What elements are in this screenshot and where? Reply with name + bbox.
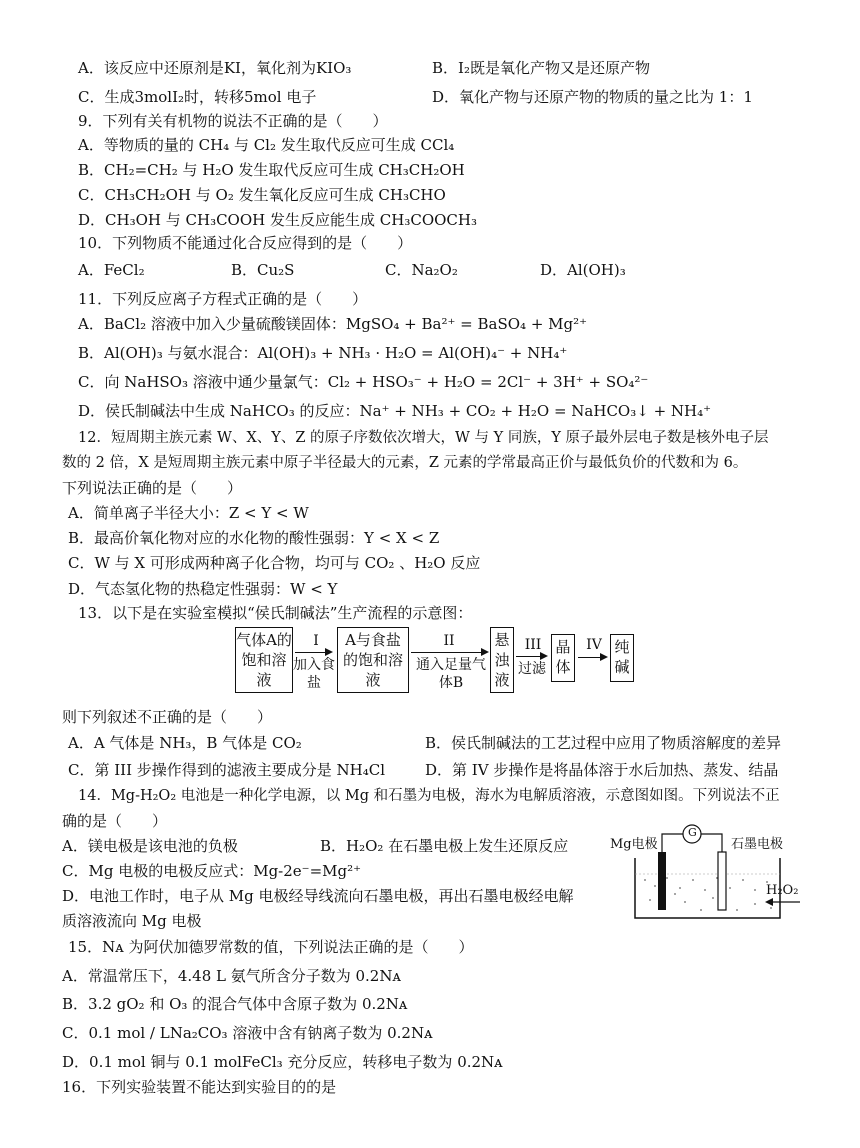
h2o2-inlet-label: H₂O₂ xyxy=(766,883,799,898)
graphite-electrode-label: 石墨电极 xyxy=(731,837,784,852)
q10-option-d: D．Al(OH)₃ xyxy=(540,261,626,279)
q9-option-c: C．CH₃CH₂OH 与 O₂ 发生氧化反应可生成 CH₃CHO xyxy=(78,186,446,204)
q12-stem-line2: 数的 2 倍，X 是短周期主族元素中原子半径最大的元素，Z 元素的学常最高正价与最低负价的代数和为 6。 xyxy=(62,455,748,471)
flow-box-gas-a-solution: 气体A的饱和溶液 xyxy=(235,627,293,693)
flow-step-3-label: 过滤 xyxy=(518,661,546,677)
flow-step-3: III xyxy=(524,637,542,653)
q14-option-b: B．H₂O₂ 在石墨电极上发生还原反应 xyxy=(320,837,569,855)
q9-stem: 9．下列有关有机物的说法不正确的是（ ） xyxy=(78,112,388,130)
flow-box-crystal: 晶体 xyxy=(551,634,575,682)
q15-option-d: D．0.1 mol 铜与 0.1 molFeCl₃ 充分反应，转移电子数为 0.2Nᴀ xyxy=(62,1053,503,1071)
flow-arrow-1 xyxy=(295,652,331,653)
q8-option-c: C．生成3molI₂时，转移5mol 电子 xyxy=(78,88,317,106)
q14-option-c: C．Mg 电极的电极反应式：Mg-2e⁻=Mg²⁺ xyxy=(62,862,362,880)
flow-box-suspension: 悬浊液 xyxy=(490,627,514,693)
flow-box-a-salt-solution: A与食盐的饱和溶液 xyxy=(337,627,409,693)
flow-arrow-3 xyxy=(516,656,546,657)
q14-stem-line2: 确的是（ ） xyxy=(62,812,168,830)
q14-stem-line1: 14．Mg-H₂O₂ 电池是一种化学电源，以 Mg 和石墨为电极，海水为电解质溶液，示意图如图。下列说法不正 xyxy=(78,788,780,804)
q12-option-a: A．简单离子半径大小：Z < Y < W xyxy=(68,504,309,522)
q9-option-a: A．等物质的量的 CH₄ 与 Cl₂ 发生取代反应可生成 CCl₄ xyxy=(78,136,455,154)
flow-step-1: I xyxy=(313,633,319,649)
q11-option-c: C．向 NaHSO₃ 溶液中通少量氯气：Cl₂ + HSO₃⁻ + H₂O = 2Cl⁻ + 3H⁺ + SO₄²⁻ xyxy=(78,373,649,391)
q12-stem-line3: 下列说法正确的是（ ） xyxy=(62,479,243,497)
q12-option-b: B．最高价氧化物对应的水化物的酸性强弱：Y < X < Z xyxy=(68,529,440,547)
q13-option-a: A．A 气体是 NH₃，B 气体是 CO₂ xyxy=(68,734,302,752)
q12-option-c: C．W 与 X 可形成两种离子化合物，均可与 CO₂ 、H₂O 反应 xyxy=(68,554,481,572)
flow-step-1-label: 加入食盐 xyxy=(293,657,335,691)
q14-option-d-line1: D．电池工作时，电子从 Mg 电极经导线流向石墨电极，再出石墨电极经电解 xyxy=(62,887,574,905)
q14-option-a: A．镁电极是该电池的负极 xyxy=(62,837,238,855)
q10-option-b: B．Cu₂S xyxy=(231,261,295,279)
q13-option-c: C．第 III 步操作得到的滤液主要成分是 NH₄Cl xyxy=(68,761,386,779)
q10-stem: 10．下列物质不能通过化合反应得到的是（ ） xyxy=(78,234,413,252)
galvanometer-label: G xyxy=(688,826,697,839)
q11-option-b: B．Al(OH)₃ 与氨水混合：Al(OH)₃ + NH₃ · H₂O = Al(OH)₄⁻ + NH₄⁺ xyxy=(78,344,568,362)
q11-stem: 11．下列反应离子方程式正确的是（ ） xyxy=(78,290,368,308)
q12-stem-line1: 12．短周期主族元素 W、X、Y、Z 的原子序数依次增大，W 与 Y 同族，Y 原子最外层电子数是核外电子层 xyxy=(78,430,769,446)
q13-option-d: D．第 IV 步操作是将晶体溶于水后加热、蒸发、结晶 xyxy=(425,761,779,779)
flow-arrow-2 xyxy=(411,652,487,653)
q16-stem: 16．下列实验装置不能达到实验目的的是 xyxy=(62,1078,337,1096)
flow-box-soda: 纯碱 xyxy=(610,634,634,682)
q8-option-d: D．氧化产物与还原产物的物质的量之比为 1：1 xyxy=(432,88,753,106)
q13-stem-2: 则下列叙述不正确的是（ ） xyxy=(62,708,273,726)
q15-option-b: B．3.2 gO₂ 和 O₃ 的混合气体中含原子数为 0.2Nᴀ xyxy=(62,995,408,1013)
mg-electrode-label: Mg电极 xyxy=(610,837,658,852)
q14-option-d-line2: 质溶液流向 Mg 电极 xyxy=(62,912,202,930)
q11-option-d: D．侯氏制碱法中生成 NaHCO₃ 的反应：Na⁺ + NH₃ + CO₂ + H₂O = NaHCO₃↓ + NH₄⁺ xyxy=(78,402,712,420)
flow-step-2-label: 通入足量气体B xyxy=(416,657,486,691)
q9-option-d: D．CH₃OH 与 CH₃COOH 发生反应能生成 CH₃COOCH₃ xyxy=(78,211,477,229)
q8-option-a: A．该反应中还原剂是KI，氧化剂为KIO₃ xyxy=(78,59,352,77)
q15-stem: 15．Nᴀ 为阿伏加德罗常数的值，下列说法正确的是（ ） xyxy=(68,938,474,956)
q10-option-a: A．FeCl₂ xyxy=(78,261,145,279)
q15-option-a: A．常温常压下，4.48 L 氨气所含分子数为 0.2Nᴀ xyxy=(62,967,401,985)
q12-option-d: D．气态氢化物的热稳定性强弱：W < Y xyxy=(68,580,338,598)
flow-step-2: II xyxy=(443,633,455,649)
flow-step-4: IV xyxy=(586,637,602,653)
q10-option-c: C．Na₂O₂ xyxy=(385,261,458,279)
q9-option-b: B．CH₂=CH₂ 与 H₂O 发生取代反应可生成 CH₃CH₂OH xyxy=(78,161,465,179)
q13-option-b: B．侯氏制碱法的工艺过程中应用了物质溶解度的差异 xyxy=(425,734,782,752)
q15-option-c: C．0.1 mol / LNa₂CO₃ 溶液中含有钠离子数为 0.2Nᴀ xyxy=(62,1024,433,1042)
q8-option-b: B．I₂既是氧化产物又是还原产物 xyxy=(432,59,650,77)
q11-option-a: A．BaCl₂ 溶液中加入少量硫酸镁固体：MgSO₄ + Ba²⁺ = BaSO₄ + Mg²⁺ xyxy=(78,315,588,333)
flow-arrow-4 xyxy=(578,657,606,658)
q13-stem: 13．以下是在实验室模拟“侯氏制碱法”生产流程的示意图： xyxy=(78,604,473,622)
